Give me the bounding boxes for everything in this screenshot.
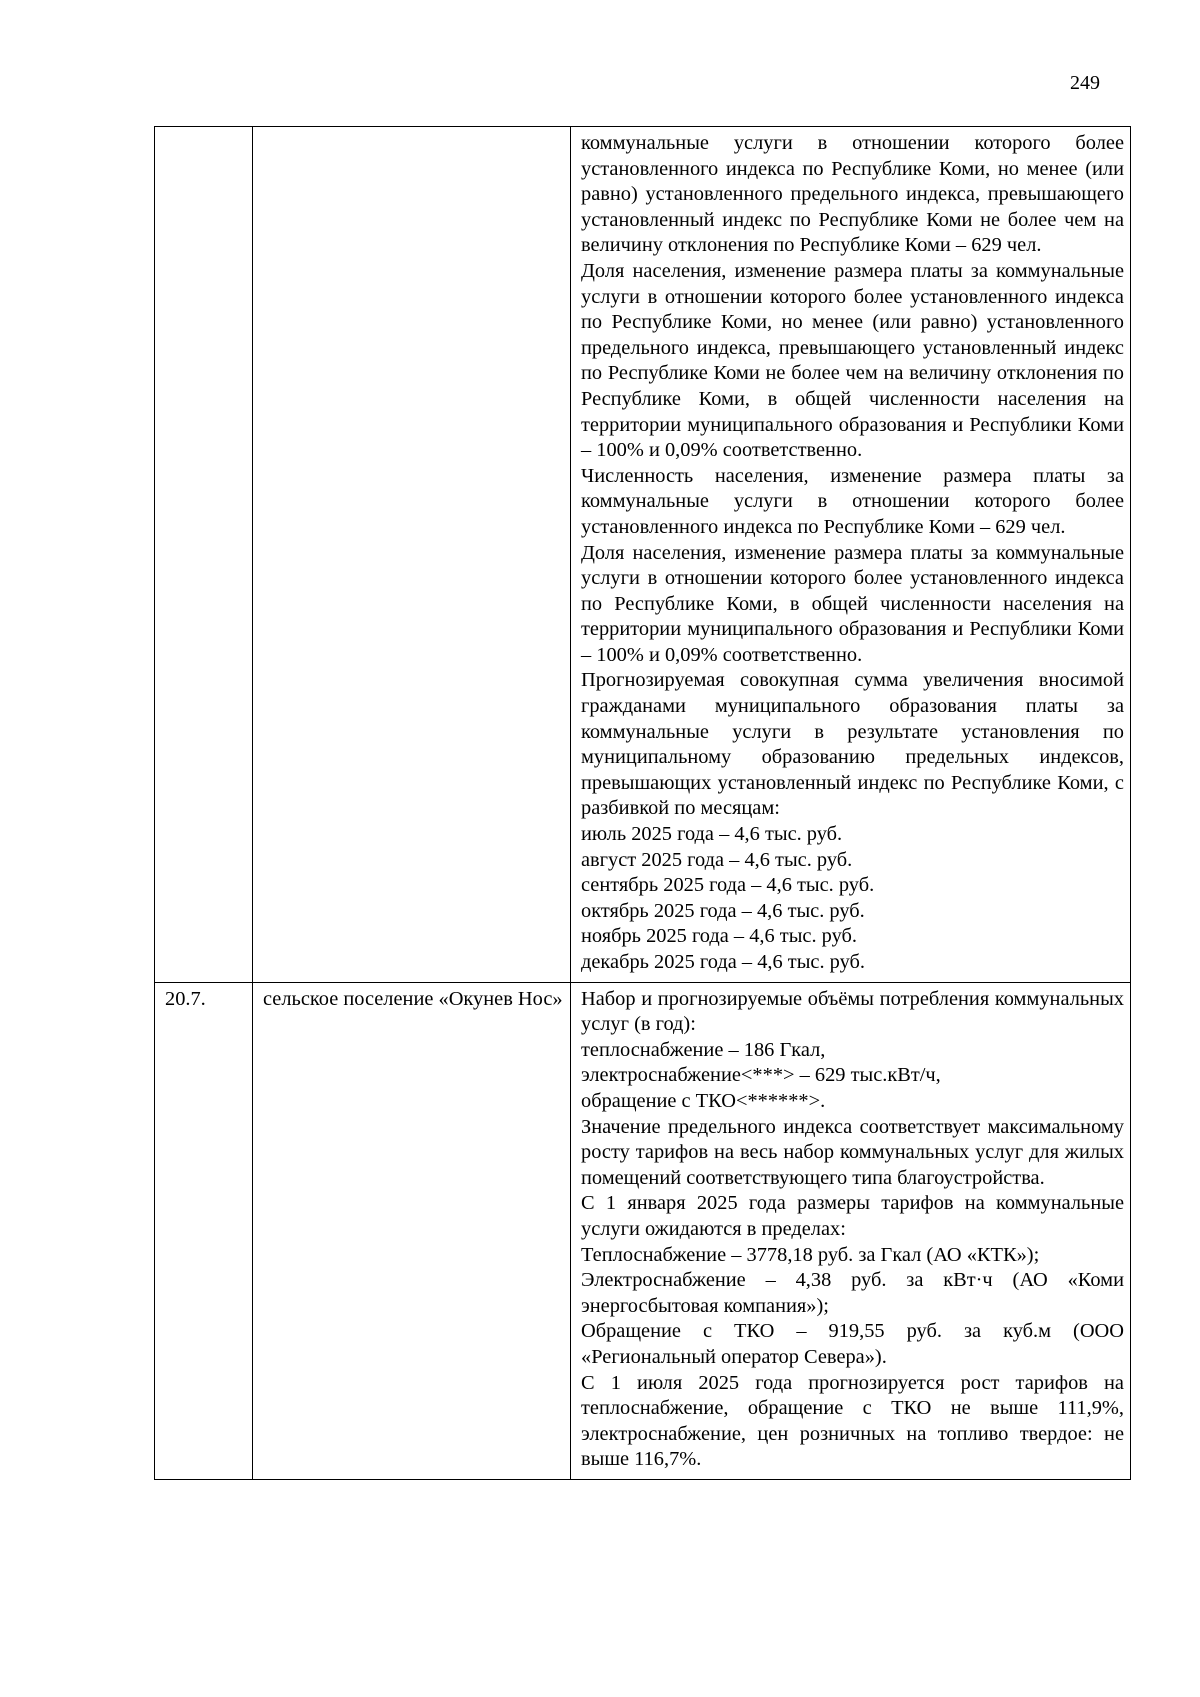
paragraph: Теплоснабжение – 3778,18 руб. за Гкал (АО «КТК»); [581, 1243, 1040, 1266]
page-number: 249 [1070, 72, 1100, 94]
paragraph: электроснабжение<***> – 629 тыс.кВт/ч, [581, 1064, 941, 1087]
description-cell [571, 127, 1131, 983]
paragraph: С 1 июля 2025 года прогнозируется рост тарифов на теплоснабжение, обращение с ТКО не выше 111,9%, электроснабжение, цен розничных на топливо твердое: не выше 116,7%. [581, 1371, 1124, 1471]
paragraph: Значение предельного индекса соответствует максимальному росту тарифов на весь набор коммунальных услуг для жилых помещений соответствующего типа благоустройства. [581, 1115, 1124, 1189]
indices-table [154, 126, 1131, 1480]
month-line: декабрь 2025 года – 4,6 тыс. руб. [581, 951, 865, 973]
paragraph: Прогнозируемая совокупная сумма увеличения вносимой гражданами муниципального образования платы за коммунальные услуги в результате установления по муниципальному образованию предельных индексов, превышающих установленный индекс по Республике Коми, с разбивкой по месяцам: [581, 669, 1124, 820]
month-line: август 2025 года – 4,6 тыс. руб. [581, 848, 853, 871]
paragraph: Доля населения, изменение размера платы за коммунальные услуги в отношении которого более установленного индекса по Республике Коми, но менее (или равно) установленного предельного индекса, превышающего установленный индекс по Республике Коми не более чем на величину отклонения по Республике Коми, в общей численности населения на территории муниципального образования и Республики Коми – 100% и 0,09% соответственно. [581, 259, 1124, 462]
paragraph: теплоснабжение – 186 Гкал, [581, 1038, 826, 1061]
month-line: октябрь 2025 года – 4,6 тыс. руб. [581, 899, 865, 922]
paragraph: коммунальные услуги в отношении которого более установленного индекса по Республике Коми, но менее (или равно) установленного предельного индекса, превышающего установленный индекс по Республике Коми не более чем на величину отклонения по Республике Коми – 629 чел. [581, 132, 1124, 257]
paragraph: Доля населения, изменение размера платы за коммунальные услуги в отношении которого более установленного индекса по Республике Коми, в общей численности населения на территории муниципального образования и Республики Коми – 100% и 0,09% соответственно. [581, 541, 1124, 666]
table-row [155, 127, 1131, 983]
row-number-cell: 20.7. [155, 982, 253, 1479]
paragraph: Обращение с ТКО – 919,55 руб. за куб.м (ООО «Региональный оператор Севера»). [581, 1320, 1124, 1368]
municipality-name-cell: сельское поселение «Окунев Нос» [253, 982, 571, 1479]
description-cell [571, 982, 1131, 1479]
paragraph: Набор и прогнозируемые объёмы потребления коммунальных услуг (в год): [581, 987, 1124, 1036]
month-line: июль 2025 года – 4,6 тыс. руб. [581, 823, 843, 846]
paragraph: С 1 января 2025 года размеры тарифов на коммунальные услуги ожидаются в пределах: [581, 1192, 1124, 1240]
table-row [155, 982, 1131, 1479]
paragraph: Электроснабжение – 4,38 руб. за кВт·ч (АО «Коми энергосбытовая компания»); [581, 1269, 1124, 1317]
paragraph: Численность населения, изменение размера платы за коммунальные услуги в отношении которого более установленного индекса по Республике Коми – 629 чел. [581, 464, 1124, 538]
row-number-cell [155, 127, 253, 983]
month-line: ноябрь 2025 года – 4,6 тыс. руб. [581, 925, 857, 948]
paragraph: обращение с ТКО<******>. [581, 1089, 826, 1112]
month-line: сентябрь 2025 года – 4,6 тыс. руб. [581, 874, 875, 897]
municipality-name-cell [253, 127, 571, 983]
